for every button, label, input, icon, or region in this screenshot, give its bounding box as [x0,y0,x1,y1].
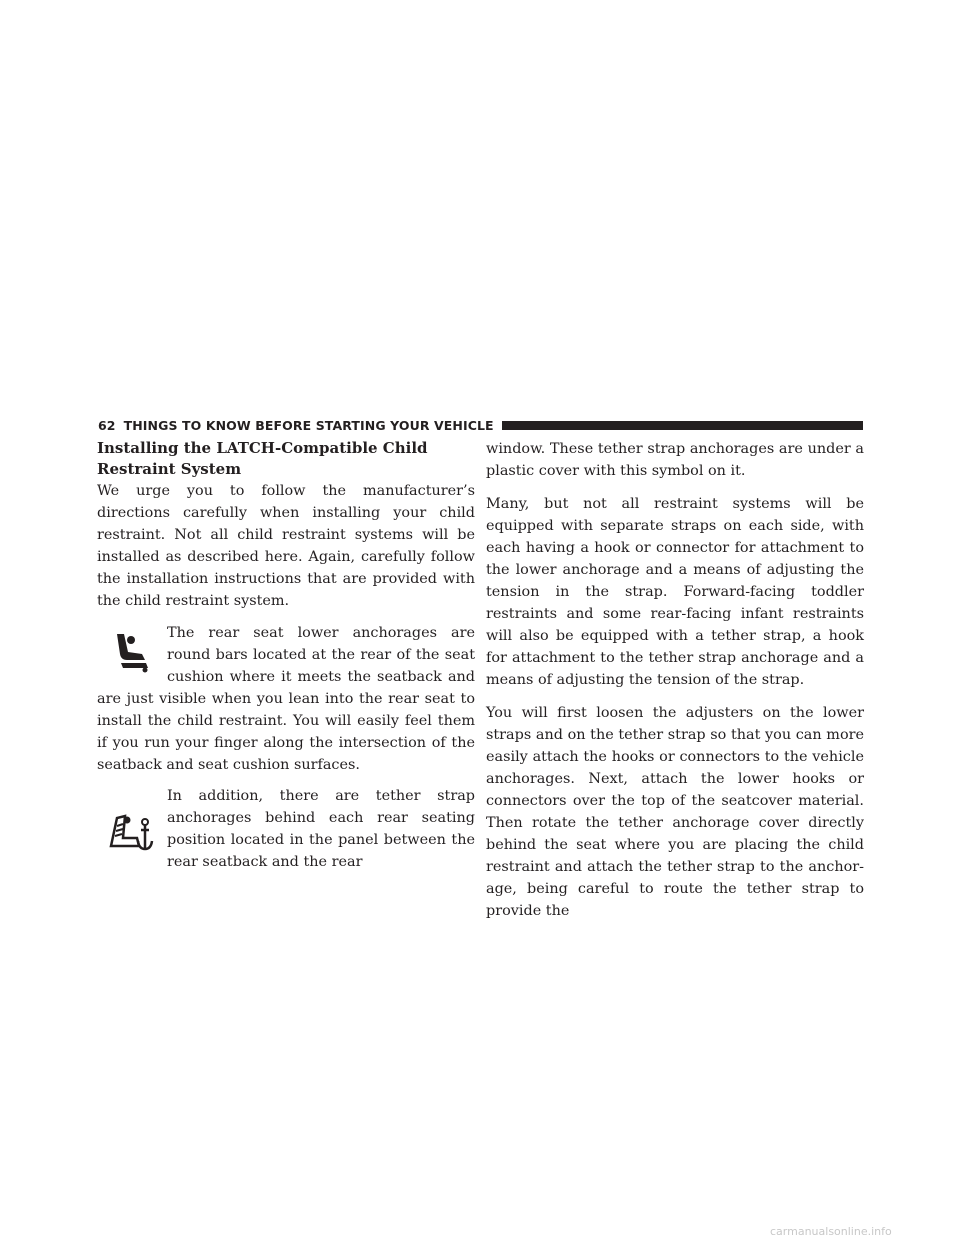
lower-anchor-paragraph [97,622,475,776]
tether-anchor-paragraph [97,785,475,873]
header-rule [502,421,863,430]
page-number: 62 [98,417,116,433]
right-paragraph-1: window. These tether strap anchorages are under a plastic cover with this symbol on it. [486,441,864,479]
watermark: carmanualsonline.info [770,1225,892,1238]
left-column [97,438,475,873]
lower-anchor-text: The rear seat lower anchorages are round bars located at the rear of the seat cushion where it meets the seatback and are just visible when you lean into the rear seat to install the child restraint. You will easily feel them if you run your finger along the intersection of the seatback and seat cushion surfaces. [97,625,475,773]
page-header [98,417,863,433]
child-seat-lower-anchor-icon [105,622,157,682]
right-paragraph-3: You will first loosen the adjusters on the lower straps and on the tether strap so that you can more easily attach the hooks or connectors to the vehicle anchorages. Next, attach the lower hooks or connectors over the top of the seatcover material. Then rotate the tether anchorage cover directly behind the seat where you are placing the child restraint and attach the tether strap to the anchor-age, being careful to route the tether strap to provide the [486,705,864,919]
child-seat-tether-anchor-icon [105,805,157,860]
right-column [486,438,864,933]
section-title: THINGS TO KNOW BEFORE STARTING YOUR VEHICLE [123,417,494,433]
intro-paragraph: We urge you to follow the manufacturer’s directions carefully when installing your child restraint. Not all child restraint systems will be installed as described here. Again, carefully follow the installation instructions that are provided with the child restraint system. [97,483,475,609]
tether-anchor-text: In addition, there are tether strap anchorages behind each rear seating position located in the panel between the rear seatback and the rear [167,788,475,870]
right-paragraph-2: Many, but not all restraint systems will be equipped with separate straps on each side, with each having a hook or connector for attachment to the lower anchorage and a means of adjusting the tension in the strap. Forward-facing toddler restraints and some rear-facing infant restraints will also be equipped with a tether strap, a hook for attachment to the tether strap anchorage and a means of adjusting the tension of the strap. [486,496,864,688]
section-heading: Installing the LATCH-Compatible Child Restraint System [97,439,428,478]
